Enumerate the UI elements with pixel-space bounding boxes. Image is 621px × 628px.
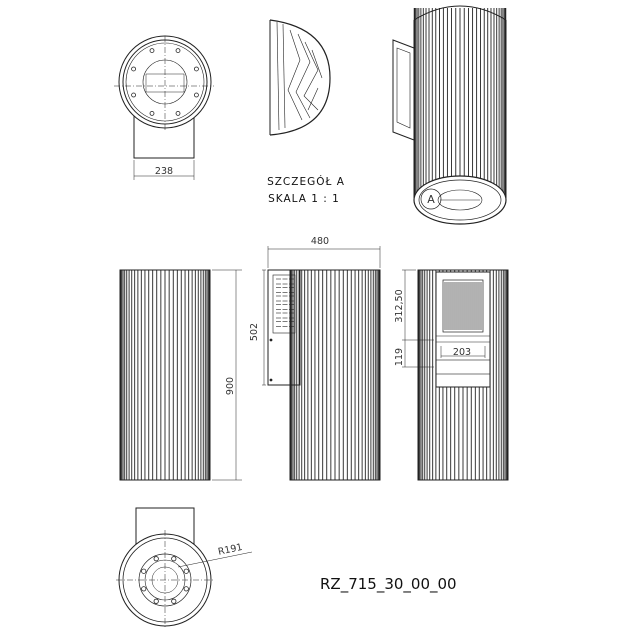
detail-title: SZCZEGÓŁ A <box>267 176 345 188</box>
dim-bracket-width: 203 <box>452 347 472 358</box>
side-view <box>262 246 380 480</box>
dim-vent-height: 502 <box>249 322 260 342</box>
detail-a-view <box>270 20 330 135</box>
dim-upper-offset: 312,50 <box>394 289 405 323</box>
bottom-view <box>116 508 252 628</box>
detail-marker: A <box>427 193 435 206</box>
detail-scale: SKALA 1 : 1 <box>268 193 340 205</box>
dim-height: 900 <box>225 376 236 396</box>
dim-lower-offset: 119 <box>394 347 405 367</box>
rear-view <box>402 270 508 480</box>
front-view <box>120 270 242 480</box>
dim-top-width: 238 <box>154 166 174 177</box>
dim-radius: R191 <box>217 541 244 558</box>
top-view <box>114 36 214 180</box>
dim-overall-width: 480 <box>310 236 330 247</box>
drawing-code: RZ_715_30_00_00 <box>320 575 457 593</box>
isometric-view <box>393 5 506 224</box>
